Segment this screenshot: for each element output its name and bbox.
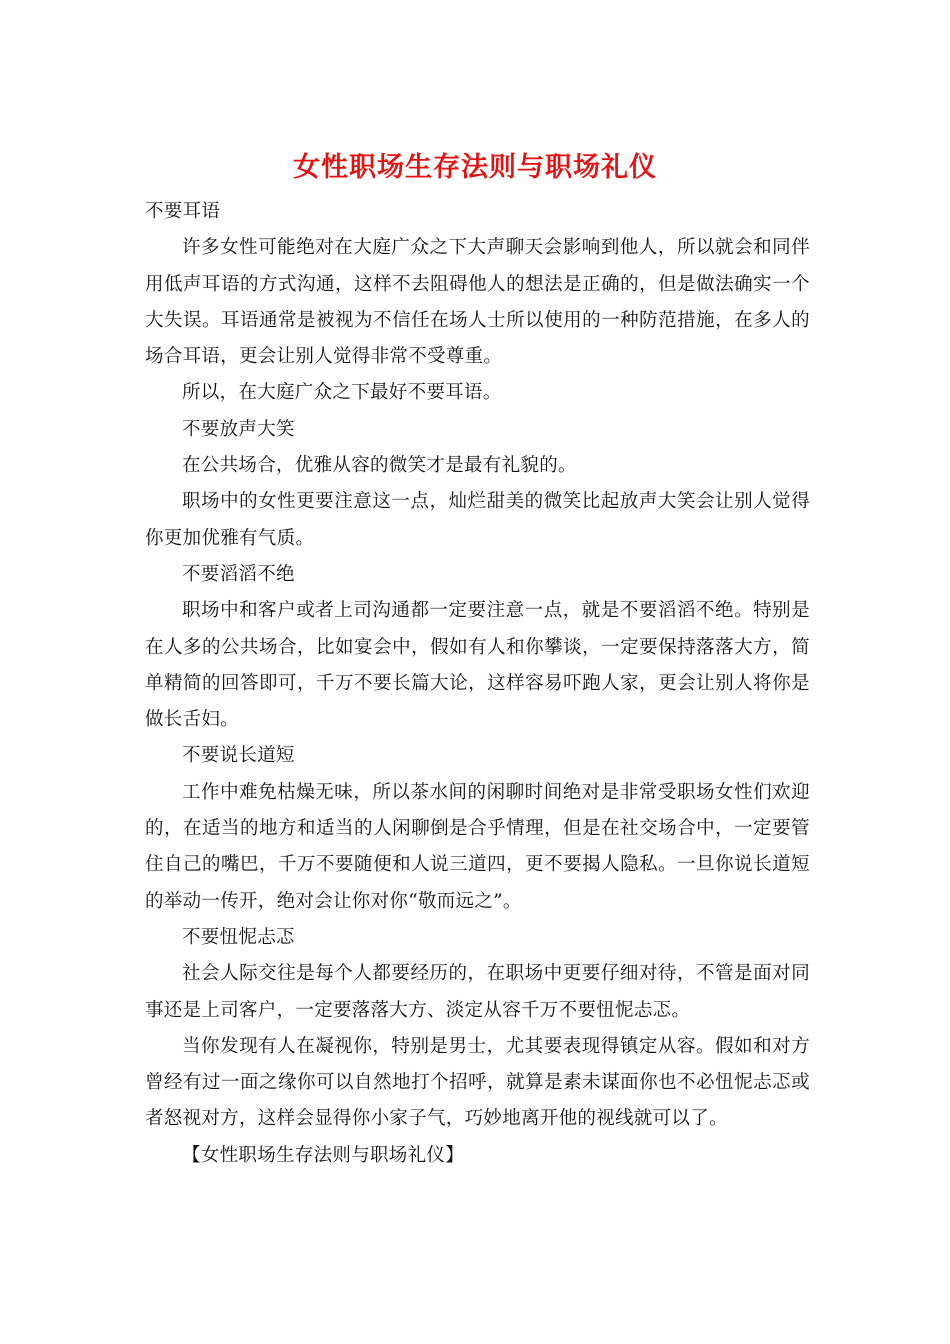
document-footer-title: 【女性职场生存法则与职场礼仪】 [182,1144,465,1166]
paragraph: 职场中和客户或者上司沟通都一定要注意一点，就是不要滔滔不绝。特别是在人多的公共场合，比如宴会中，假如有人和你攀谈，一定要保持落落大方，简单精简的回答即可，千万不要长篇大论，这样容易吓跑人家，更会让别人将你是做长舌妇。 [145,600,810,731]
section-heading-no-gossip: 不要说长道短 [182,745,295,767]
paragraph: 所以，在大庭广众之下最好不要耳语。 [182,382,502,404]
paragraph: 职场中的女性更要注意这一点，灿烂甜美的微笑比起放声大笑会让别人觉得你更加优雅有气质。 [145,491,810,549]
section-heading-no-shyness: 不要忸怩忐忑 [182,926,295,948]
paragraph: 当你发现有人在凝视你，特别是男士，尤其要表现得镇定从容。假如和对方曾经有过一面之缘你可以自然地打个招呼，就算是素未谋面你也不必忸怩忐忑或者怒视对方，这样会显得你小家子气，巧妙地离开他的视线就可以了。 [145,1035,810,1130]
document-title: 女性职场生存法则与职场礼仪 [293,152,657,183]
section-heading-no-endless-talk: 不要滔滔不绝 [182,563,295,585]
paragraph: 工作中难免枯燥无味，所以茶水间的闲聊时间绝对是非常受职场女性们欢迎的，在适当的地方和适当的人闲聊倒是合乎情理，但是在社交场合中，一定要管住自己的嘴巴，千万不要随便和人说三道四，更不要揭人隐私。一旦你说长道短的举动一传开，绝对会让你对你“敬而远之”。 [145,781,810,912]
paragraph: 在公共场合，优雅从容的微笑才是最有礼貌的。 [182,455,577,477]
document-body [145,194,810,1174]
section-heading-no-loud-laugh: 不要放声大笑 [182,418,295,440]
paragraph: 许多女性可能绝对在大庭广众之下大声聊天会影响到他人，所以就会和同伴用低声耳语的方式沟通，这样不去阻碍他人的想法是正确的，但是做法确实一个大失误。耳语通常是被视为不信任在场人士所以使用的一种防范措施，在多人的场合耳语，更会让别人觉得非常不受尊重。 [145,237,810,368]
paragraph: 社会人际交往是每个人都要经历的，在职场中更要仔细对待，不管是面对同事还是上司客户，一定要落落大方、淡定从容千万不要忸怩忐忑。 [145,963,810,1021]
section-heading-no-whisper: 不要耳语 [145,201,221,222]
